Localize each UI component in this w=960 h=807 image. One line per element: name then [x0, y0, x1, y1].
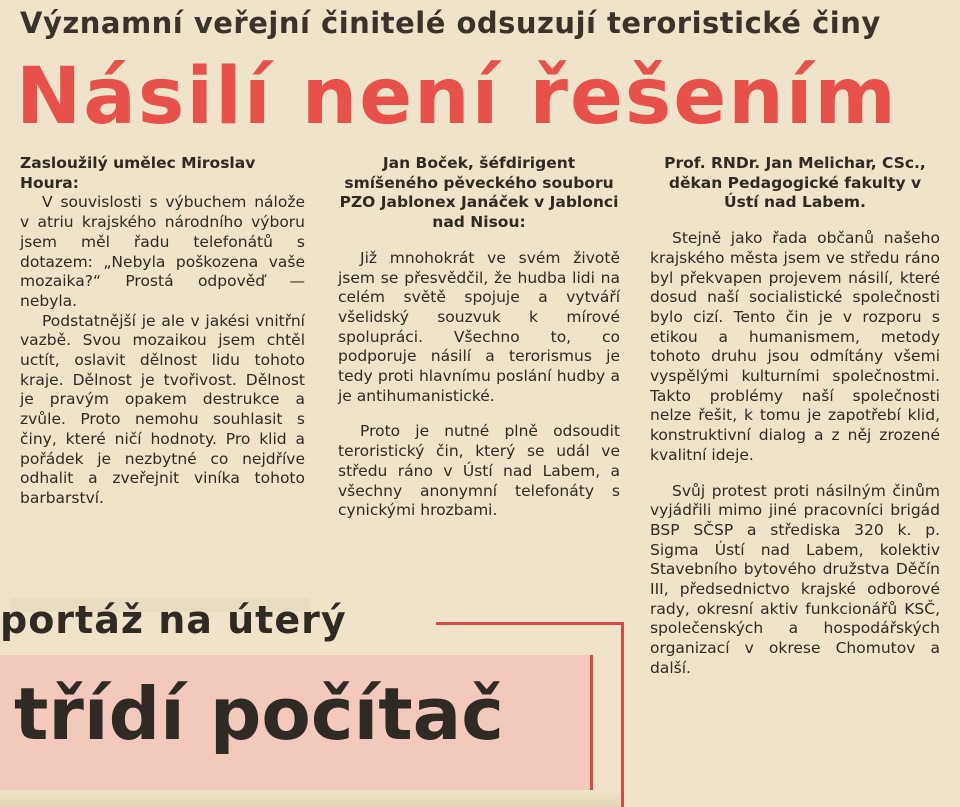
- column-melichar: [650, 154, 940, 679]
- author-houra: Zasloužilý umělec Miroslav Houra:: [20, 154, 256, 192]
- author-bocek: Jan Boček, šéfdirigent smíšeného pěveckého souboru PZO Jablonex Janáček v Jablonci nad Nisou:: [339, 154, 619, 232]
- box-title: třídí počítač: [14, 672, 504, 756]
- report-banner: portáž na úterý: [0, 598, 347, 642]
- author-melichar: Prof. RNDr. Jan Melichar, CSc., děkan Pedagogické fakulty v Ústí nad Labem.: [664, 154, 926, 212]
- column-bocek: [338, 154, 620, 521]
- red-rule-horizontal: [436, 622, 624, 625]
- paragraph: Stejně jako řada občanů našeho krajského města jsem ve středu ráno byl překvapen projevem násilí, které dosud naší socialistické společnosti bylo cizí. Tento čin je v rozporu s etikou a humanismem, metody tohoto druhu jsou odmítány všemi vyspělými kulturními společnostmi. Takto problémy naší společnosti nelze řešit, k tomu je zapotřebí klid, konstruktivní dialog a z něj zrozené kvalitní ideje.: [650, 229, 940, 464]
- main-headline: Násilí není řešením: [16, 52, 898, 142]
- cut-off-text: [0, 790, 620, 807]
- kicker-headline: Významní veřejní činitelé odsuzují teroristické činy: [20, 6, 881, 40]
- paragraph: Svůj protest proti násilným činům vyjádřili mimo jiné pracovníci brigád BSP SČSP a střediska 320 k. p. Sigma Ústí nad Labem, kolektiv Stavebního bytového družstva Děčín III, předsednictvo krajské odborové rady, okresní aktiv funkcionářů KSČ, společenských a hospodářských organizací v okrese Chomutov a další.: [650, 481, 940, 677]
- paragraph: Podstatnější je ale v jakési vnitřní vazbě. Svou mozaikou jsem chtěl uctít, oslavit dělnost lidu tohoto kraje. Dělnost je tvořivost. Dělnost je pravým opakem destrukce a zvůle. Proto nemohu souhlasit s činy, které ničí hodnoty. Pro klid a pořádek je nezbytné co nejdříve odhalit a zveřejnit viníka tohoto barbarství.: [20, 311, 305, 507]
- paragraph: V souvislosti s výbuchem nálože v atriu krajského národního výboru jsem měl řadu telefonátů s dotazem: „Nebyla poškozena vaše mozaika?“ Prostá odpověď — nebyla.: [20, 193, 305, 310]
- paragraph: Proto je nutné plně odsoudit teroristický čin, který se udál ve středu ráno v Ústí nad Labem, a všechny anonymní telefonáty s cynickými hrozbami.: [338, 422, 620, 520]
- red-rule-vertical: [621, 622, 624, 807]
- paragraph: Již mnohokrát ve svém životě jsem se přesvědčil, že hudba lidi na celém světě spojuje a vytváří všelidský souzvuk k mírové spolupráci. Všechno to, co podporuje násilí a terorismus je tedy proti hlavnímu poslání hudby a je antihumanistické.: [338, 248, 620, 405]
- column-houra: [20, 154, 305, 509]
